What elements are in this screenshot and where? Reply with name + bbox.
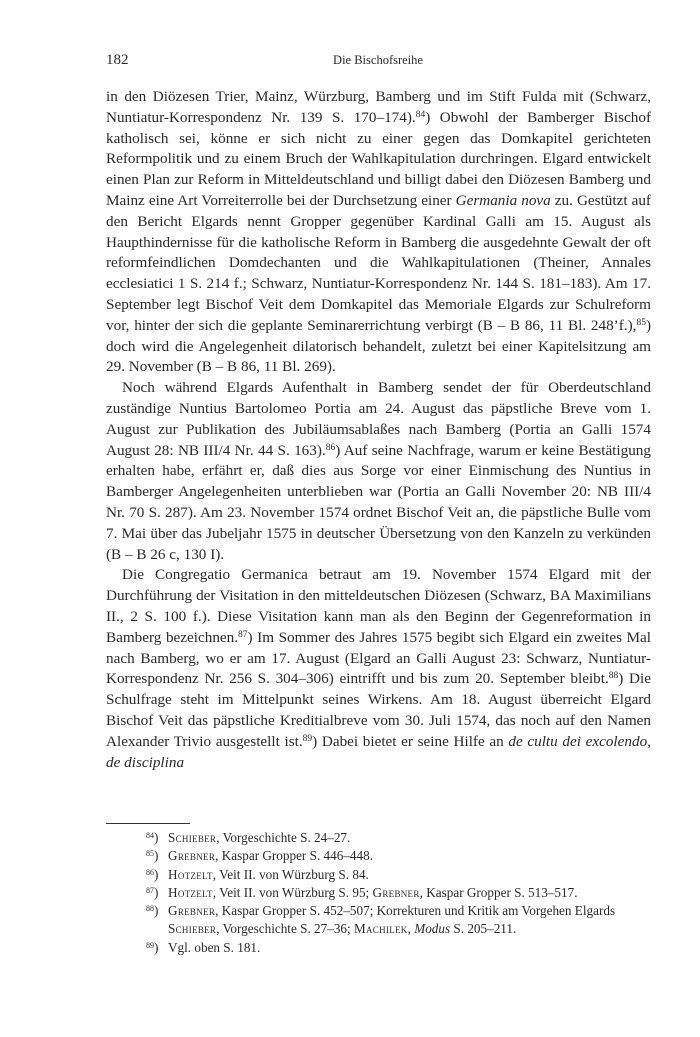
footnote-ref: 87 <box>238 629 248 640</box>
footnote-ref: 85 <box>636 317 646 328</box>
text-run: , Vorgeschichte S. 24–27. <box>216 830 351 845</box>
text-run: , Kaspar Gropper S. 513–517. <box>419 884 578 900</box>
footnote-number-value: 84 <box>146 831 154 840</box>
footnote <box>146 847 651 865</box>
author-name: Hotzelt <box>168 884 213 900</box>
footnote-number-value: 87 <box>146 885 154 895</box>
text-run: , Veit II. von Würzburg S. 84. <box>212 866 369 882</box>
footnote-ref: 86 <box>325 442 336 453</box>
footnote-ref: 84 <box>415 109 426 120</box>
footnote-number-value: 86 <box>146 867 154 877</box>
footnote-number: $^{89}$) <box>146 939 159 955</box>
author-name: Schieber <box>168 830 217 845</box>
footnote <box>146 939 651 957</box>
body-text <box>106 87 651 773</box>
author-name: Grebner <box>372 884 420 900</box>
text-run: ) Auf seine Nachfrage, warum er keine Bestätigung erhalten habe, erfährt er, daß dies aus Sorge vor einer Einmischung des Nuntius in Bamberger Angelegenheiten unterblieben war (Portia an Galli November 20: NB III/4 Nr. 70 S. 287). Am 23. November 1574 ordnet Bischof Veit an, die päpstliche Bulle vom 7. Mai über das Jubeljahr 1575 in deutscher Übersetzung von den Kanzeln zu verkünden (B – B 26 c, 130 I). <box>106 441 651 563</box>
footnote-number: $^{86}$) <box>146 866 159 882</box>
author-name: Schieber <box>168 921 217 937</box>
footnote-number-value: 88 <box>146 904 154 914</box>
footnote-number: $^{84}$) <box>146 830 159 845</box>
text-run: Vgl. oben S. 181. <box>168 939 261 955</box>
author-name: Machilek <box>353 921 408 937</box>
text-run: Noch während Elgards Aufenthalt in Bamberg sendet der für Oberdeutschland zuständige Nuntius Bartolomeo Portia am 24. August das päpstliche Breve vom 1. August zur Publikation des Jubiläumsablaßes nach Bamberg (Portia an Galli 1574 August 28: NB III/4 Nr. 44 S. 163). <box>106 379 651 459</box>
footnote-number: $^{85}$) <box>146 848 159 864</box>
footnotes <box>146 829 651 957</box>
text-run: in den Diözesen Trier, Mainz, Würzburg, Bamberg und im Stift Fulda mit (Schwarz, Nuntiatur-Korrespondenz Nr. 139 S. 170–174). <box>106 88 651 126</box>
footnote <box>146 884 651 902</box>
paragraph <box>106 565 651 773</box>
footnote <box>146 902 651 939</box>
italic-text: Germania nova <box>455 191 551 209</box>
paragraph <box>106 378 651 565</box>
footnote <box>146 866 651 884</box>
text-run: ) Obwohl der Bamberger Bischof katholisch sei, könne er sich nicht zu einer gegen das Domkapitel gerichteten Reformpolitik und zu einem Bruch der Wahlkapitulation durchringen. Elgard entwickelt einen Plan zur Reform in Mitteldeutschland und billigt dabei den Diözesen Bamberg und Mainz eine Art Vorreiterrolle bei der Durchsetzung einer <box>106 108 651 209</box>
paragraph <box>106 87 651 378</box>
footnote-separator <box>106 823 190 824</box>
footnote-number-value: 85 <box>146 849 154 859</box>
author-name: Grebner <box>168 848 216 864</box>
text-run: , Kaspar Gropper S. 446–448. <box>215 848 373 864</box>
text-run: ) doch wird die Angelegenheit dilatorisch behandelt, zuletzt bei einer Kapitelsitzung am 29. November (B – B 86, 11 Bl. 269). <box>106 316 651 376</box>
text-run: ) Dabei bietet er seine Hilfe an <box>312 732 509 750</box>
footnote-number-value: 89 <box>146 940 154 950</box>
page-header <box>106 52 650 72</box>
italic-text: Modus <box>414 921 451 937</box>
author-name: Hotzelt <box>168 866 213 882</box>
running-title: Die Bischofsreihe <box>333 53 423 67</box>
footnote <box>146 829 651 847</box>
page-number: 182 <box>106 52 129 68</box>
footnote-number: $^{87}$) <box>146 884 159 900</box>
text-run: S. 205–211. <box>450 921 517 937</box>
text-run: , Veit II. von Würzburg S. 95; <box>212 884 373 900</box>
text-run: , Kaspar Gropper S. 452–507; Korrekturen und Kritik am Vorgehen Elgards <box>215 903 616 919</box>
text-run: ) Im Sommer des Jahres 1575 begibt sich Elgard ein zweites Mal nach Bamberg, wo er am 17. August (Elgard an Galli August 23: Schwarz, Nuntiatur-Korrespondenz Nr. 256 S. 304–306) eintrifft und bis zum 20. September bleibt. <box>106 628 651 688</box>
author-name: Grebner <box>168 903 216 919</box>
text-run: zu. Gestützt auf den Bericht Elgards nennt Gropper gegenüber Kardinal Galli am 15. August als Haupthindernisse für die katholische Reform in Bamberg die ausgedehnte Gewalt der oft reformfeindlichen Domdechanten und die Wahlkapitulationen (Theiner, Annales ecclesiatici 1 S. 214 f.; Schwarz, Nuntiatur-Korrespondenz Nr. 144 S. 181–183). Am 17. September legt Bischof Veit dem Domkapitel das Memoriale Elgards zur Schulreform vor, hinter der sich die geplante Seminarerrichtung verbirgt (B – B 86, 11 Bl. 248’f.), <box>106 191 651 334</box>
footnote-ref: 89 <box>302 733 313 744</box>
footnote-ref: 88 <box>608 671 619 682</box>
text-run: , Vorgeschichte S. 27–36; <box>216 921 354 937</box>
text-run: Die Congregatio Germanica betraut am 19. November 1574 Elgard mit der Durchführung der Visitation in den mitteldeutschen Diözesen (Schwarz, BA Maximilians II., 2 S. 100 f.). Diese Visitation kann man als den Beginn der Gegenreformation in Bamberg bezeichnen. <box>106 566 651 646</box>
italic-text: de cultu dei excolendo, de disciplina <box>106 732 651 771</box>
text-run: , <box>407 921 415 937</box>
footnote-number: $^{88}$) <box>146 903 159 919</box>
text-run: ) Die Schulfrage steht im Mittelpunkt seines Wirkens. Am 18. August überreicht Elgard Bischof Veit das päpstliche Kreditialbreve vom 30. Juli 1574, das noch auf den Namen Alexander Trivio ausgestellt ist. <box>106 670 651 750</box>
